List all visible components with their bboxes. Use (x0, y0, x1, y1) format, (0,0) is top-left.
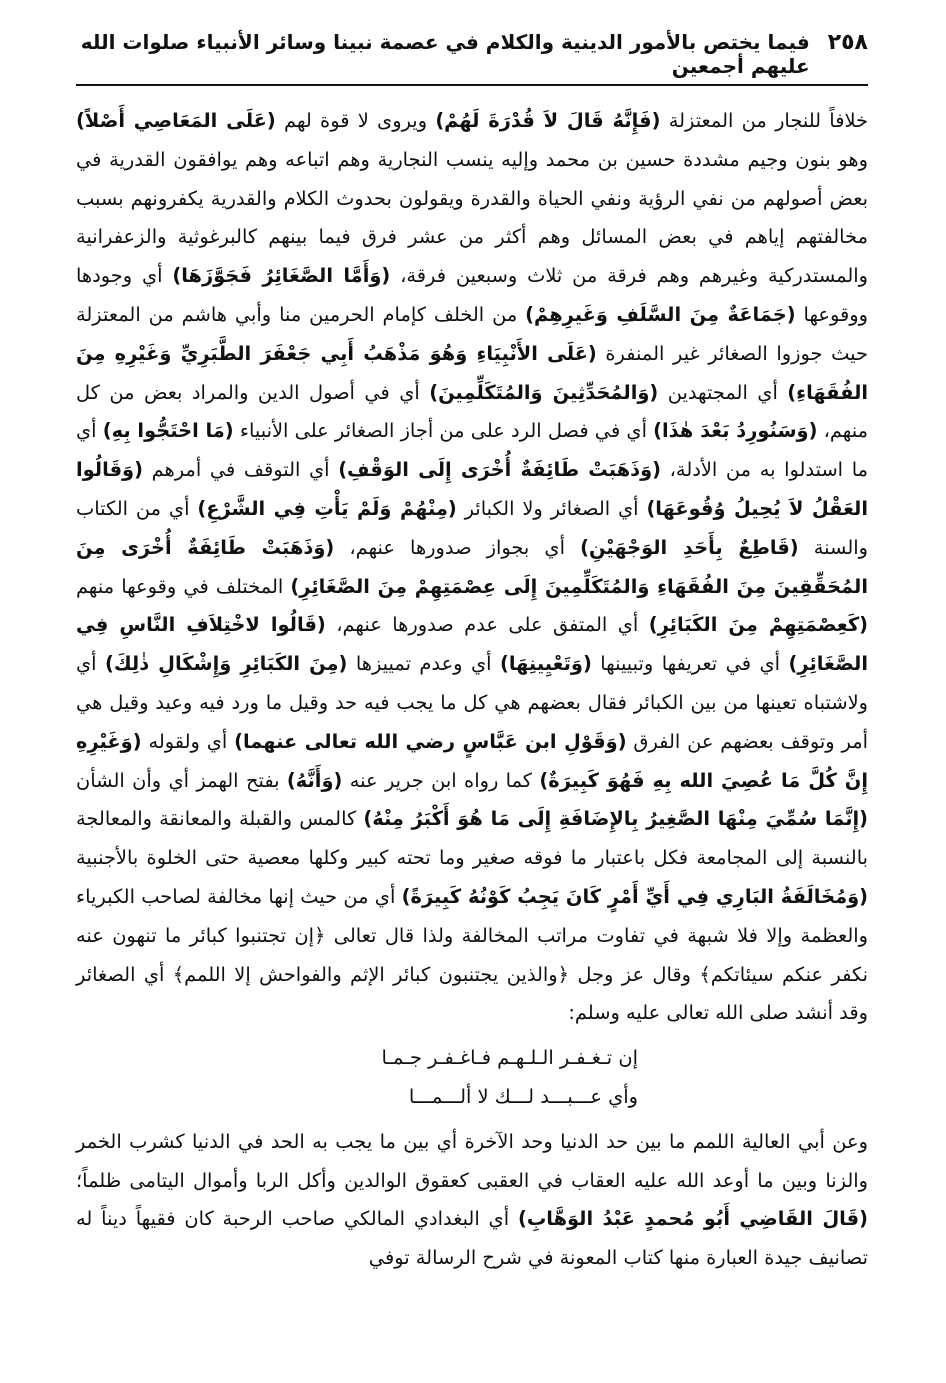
commentary-text: أي ولاشتباه تعينها من بين الكبائر فقال بعضهم هي كل ما يجب فيه حد وقيل ما ورد فيه وعيد وقيل هي أمر وتوقف بعضهم عن الفرق (76, 652, 868, 753)
quoted-matn-text: (مَا احْتَجُّوا بِهِ) (102, 419, 234, 443)
quoted-matn-text: (عَلَى المَعَاصِي أَصْلاً) (76, 109, 276, 132)
commentary-text: أي الصغائر ولا الكبائر (456, 496, 647, 520)
quoted-matn-text: (إِنَّمَا سُمِّيَ مِنْهَا الصَّغِيرُ بِالإِضَافَةِ إِلَى مَا هُوَ أَكْبَرُ مِنْهُ) (363, 807, 868, 831)
commentary-text: أي المتفق على عدم صدورها عنهم، (325, 613, 649, 637)
quoted-matn-text: (وَذَهَبَتْ طَائِفَةٌ أُخْرَى إِلَى الوَقْفِ) (338, 458, 662, 482)
commentary-text: خلافاً للنجار من المعتزلة (660, 109, 869, 132)
quoted-matn-text: (وَذَهَبَتْ طَائِفَةٌ أُخْرَى مِنَ المُحَقِّقِينَ مِنَ الفُقَهَاءِ وَالمُتَكَلِّمِينَ إِلَى عِصْمَتِهِمْ مِنَ الصَّغَائِرِ) (76, 535, 868, 598)
commentary-text: المختلف في وقوعها منهم (76, 574, 291, 598)
commentary-text: أي ولقوله (141, 729, 235, 753)
commentary-text: أي بجواز صدورها عنهم، (334, 535, 581, 559)
quoted-matn-text: (وَأَنَّهُ) (286, 768, 343, 792)
commentary-text: كما رواه ابن جرير عنه (342, 768, 540, 792)
quoted-matn-text: (وَالمُحَدِّثِينَ وَالمُتَكَلِّمِينَ) (429, 380, 659, 404)
quoted-matn-text: (عَلَى الأَنْبِيَاءِ وَهُوَ مَذْهَبُ أَبِي جَعْفَرَ الطَّبَرِيِّ وَغَيْرِهِ مِنَ الفُقَهَاءِ) (76, 341, 868, 404)
running-title: فيما يختص بالأمور الدينية والكلام في عصمة نبينا وسائر الأنبياء صلوات الله عليهم أجمعين (80, 30, 810, 78)
commentary-text: أي وعدم تمييزها (347, 652, 500, 676)
paragraph (76, 102, 868, 1033)
quoted-matn-text: (كَعِصْمَتِهِمْ مِنَ الكَبَائِرِ) (648, 613, 868, 637)
quoted-matn-text: (جَمَاعَةٌ مِنَ السَّلَفِ وَغَيرِهِمْ) (525, 302, 796, 326)
commentary-text: أي ما استدلوا به من الأدلة، (76, 419, 868, 482)
commentary-text: أي المجتهدين (658, 380, 788, 404)
quoted-matn-text: (وَغَيْرِهِ إِنَّ كُلَّ مَا عُصِيَ الله بِهِ فَهُوَ كَبِيرَةٌ) (76, 729, 868, 792)
paragraph (76, 1123, 868, 1278)
poem-line: إن تـغـفـر الـلـهـم فـاغـفـر جـمـا (381, 1046, 638, 1070)
commentary-text: وعن أبي العالية اللمم ما بين حد الدنيا وحد الآخرة أي بين ما يجب به الحد في الدنيا كشرب الخمر والزنا وبين ما أوعد الله عليه العقاب في العقبى كعقوق الوالدين وأكل الربا وأموال اليتامى ظلماً؛ (76, 1129, 868, 1192)
commentary-text: أي التوقف في أمرهم (142, 458, 339, 482)
quoted-matn-text: (مِنَ الكَبَائِرِ وَإِشْكَالِ ذٰلِكَ) (105, 652, 348, 676)
commentary-text: من الخلف كإمام الحرمين منا وأبي هاشم من المعتزلة حيث جوزوا الصغائر غير المنفرة (76, 302, 868, 365)
page-header (76, 30, 868, 86)
quoted-matn-text: (وَقَالُوا العَقْلُ لاَ يُحِيلُ وُقُوعَهَا) (76, 458, 868, 520)
commentary-text: أي في تعريفها وتبيينها (591, 652, 789, 676)
quoted-matn-text: (قَالُوا لاخْتِلاَفِ النَّاسِ فِي الصَّغَائِرِ) (76, 613, 868, 676)
commentary-text: أي من الكتاب والسنة (76, 496, 868, 559)
quoted-matn-text: (وَقَوْلِ ابن عَبَّاسٍ رضي الله تعالى عنهما) (234, 729, 627, 753)
body-text (76, 102, 868, 1278)
quoted-matn-text: (وَأَمَّا الصَّغَائِرُ فَجَوَّزَهَا) (172, 264, 391, 288)
commentary-text: بفتح الهمز أي وأن الشأن (76, 768, 287, 792)
commentary-text: أي البغدادي المالكي صاحب الرحبة كان فقيهاً ديناً له تصانيف جيدة العبارة منها كتاب المعونة في شرح الرسالة توفي (76, 1207, 868, 1270)
quoted-matn-text: (فَإِنَّهُ قَالَ لاَ قُدْرَةَ لَهُمْ) (435, 109, 661, 132)
commentary-text: أي في فصل الرد على من أجاز الصغائر على الأنبياء (233, 419, 654, 443)
poem-verse (76, 1039, 868, 1117)
quoted-matn-text: (مِنْهُمْ وَلَمْ يَأْتِ فِي الشَّرْعِ) (197, 496, 457, 520)
quoted-matn-text: (وَمُخَالَفَةُ البَارِي فِي أَيِّ أَمْرٍ كَانَ يَجِبُ كَوْنُهُ كَبِيرَةً) (401, 884, 868, 908)
page-number: ٢٥٨ (827, 30, 868, 55)
commentary-text: كالمس والقبلة والمعانقة والمعالجة بالنسبة إلى المجامعة فكل باعتبار ما فوقه صغير وما تحته كبير وكلها معصية حتى الخلوة بالأجنبية (76, 807, 868, 870)
commentary-text: وهو بنون وجيم مشددة حسين بن محمد وإليه ينسب النجارية وهم اتباعه وهم يوافقون القدرية في بعض أصولهم من نفي الرؤية ونفي الحياة والقدرة ويقولون بحدوث الكلام والقدرية يكفرونهم بسبب مخالفتهم إياهم في بعض المسائل وهم أكثر من عشر فرق فيما بينهم كالبرغوثية والزعفرانية والمستدركية وغيرهم وهم فرقة من ثلاث وسبعين فرقة، (76, 147, 868, 288)
commentary-text: أي من حيث إنها مخالفة لصاحب الكبرياء والعظمة وإلا فلا شبهة في تفاوت مراتب المخالفة ولذا قال تعالى ﴿إن تجتنبوا كبائر ما تنهون عنه نكفر عنكم سيئاتكم﴾ وقال عز وجل ﴿والذين يجتنبون كبائر الإثم والفواحش إلا اللمم﴾ أي الصغائر وقد أنشد صلى الله تعالى عليه وسلم: (76, 884, 868, 1025)
commentary-text: أي وجودها ووقوعها (76, 264, 868, 326)
quoted-matn-text: (قَالَ القَاضِي أَبُو مُحمدٍ عَبْدُ الوَهَّابِ) (517, 1207, 868, 1231)
poem-line: وأي عـــبـــد لـــك لا ألـــمـــا (408, 1084, 638, 1108)
commentary-text: أي في أصول الدين والمراد بعض من كل منهم، (76, 380, 868, 443)
quoted-matn-text: (وَسَنُورِدُ بَعْدَ هٰذَا) (653, 419, 818, 443)
quoted-matn-text: (وَتَعْيِينِهَا) (499, 652, 592, 676)
quoted-matn-text: (قَاطِعٌ بِأَحَدِ الوَجْهَيْنِ) (580, 535, 799, 559)
commentary-text: ويروى لا قوة لهم (275, 109, 436, 132)
